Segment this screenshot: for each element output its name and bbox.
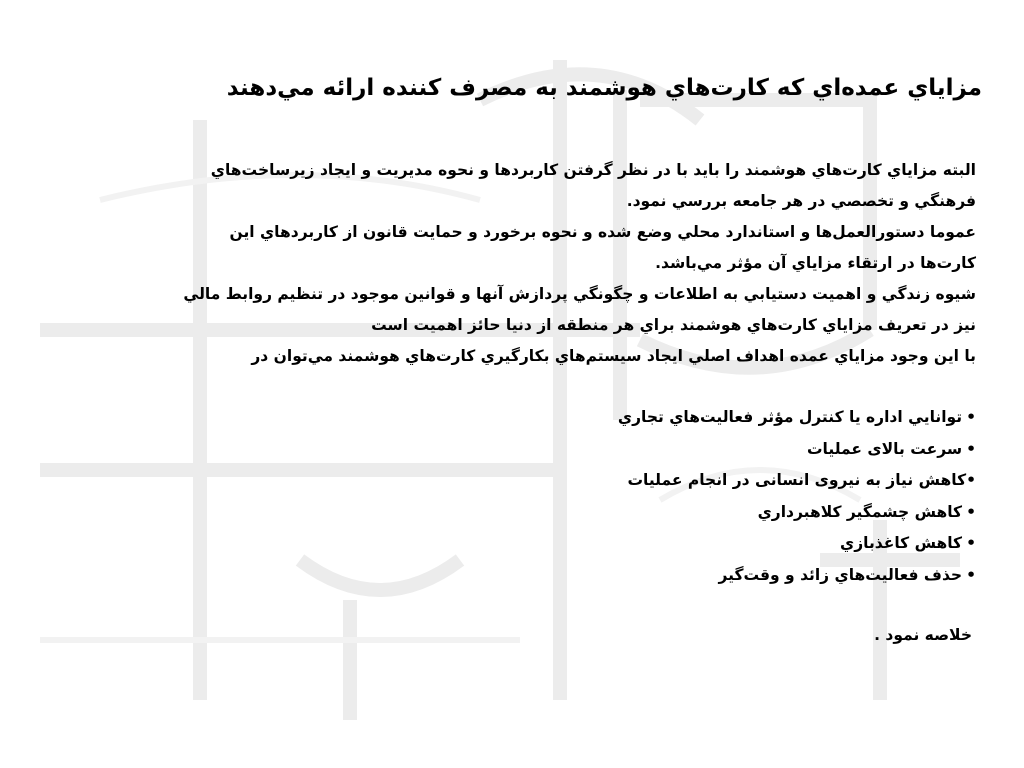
list-item-text: كاهش كاغذبازي bbox=[840, 534, 963, 552]
list-item-text: سرعت بالای عملیات bbox=[806, 439, 963, 458]
paragraph-line: عموما دستورالعمل‌ها و استاندارد محلي وضع شده و نحوه برخورد و حمايت قانون از كاربردهاي اين bbox=[229, 223, 976, 241]
paragraph-line: البته مزاياي كارت‌هاي هوشمند را بايد با در نظر گرفتن كاربردها و نحوه مديريت و ايجاد زيرساخت‌هاي bbox=[210, 161, 976, 179]
list-item-text: كاهش نیاز به نیروی انسانی در انجام عملیات bbox=[627, 471, 967, 489]
paragraph-line: نيز در تعريف مزاياي كارت‌هاي هوشمند براي هر منطقه از دنيا حائز اهميت است bbox=[371, 316, 976, 334]
paragraph-line: شيوه زندگي و اهميت دستيابي به اطلاعات و چگونگي پردازش آنها و قوانين موجود در تنظيم روابط مالي bbox=[183, 285, 976, 303]
bullet-mark: • bbox=[966, 471, 976, 489]
slide-title: مزاياي عمده‌اي كه كارت‌هاي هوشمند به مصرف كننده ارائه مي‌دهند bbox=[226, 75, 982, 101]
bullet-mark: • bbox=[966, 534, 976, 552]
list-item bbox=[276, 465, 976, 497]
paragraph-line: فرهنگي و تخصصي در هر جامعه بررسي نمود. bbox=[626, 192, 976, 210]
list-item bbox=[276, 528, 976, 560]
bullet-mark: • bbox=[966, 439, 976, 458]
list-item bbox=[276, 560, 976, 592]
bullet-mark: • bbox=[966, 502, 976, 521]
bullet-mark: • bbox=[966, 408, 976, 426]
benefits-list bbox=[276, 402, 976, 591]
list-item-text: توانايي اداره يا كنترل مؤثر فعاليت‌هاي تجاري bbox=[617, 408, 963, 426]
list-item-text: كاهش چشمگير كلاهبرداري bbox=[757, 502, 963, 521]
list-item bbox=[276, 434, 976, 466]
summary-text: خلاصه نمود . bbox=[874, 626, 972, 644]
paragraph-line: با اين وجود مزاياي عمده اهداف اصلي ايجاد سيستم‌هاي بكارگيري كارت‌هاي هوشمند مي‌توان در bbox=[251, 347, 976, 365]
list-item bbox=[276, 402, 976, 434]
bullet-mark: • bbox=[966, 565, 976, 584]
body-paragraph bbox=[26, 155, 976, 372]
list-item-text: حذف فعاليت‌هاي زائد و وقت‌گير bbox=[718, 565, 963, 584]
list-item bbox=[276, 497, 976, 529]
paragraph-line: كارت‌ها در ارتقاء مزاياي آن مؤثر مي‌باشد. bbox=[655, 254, 976, 272]
